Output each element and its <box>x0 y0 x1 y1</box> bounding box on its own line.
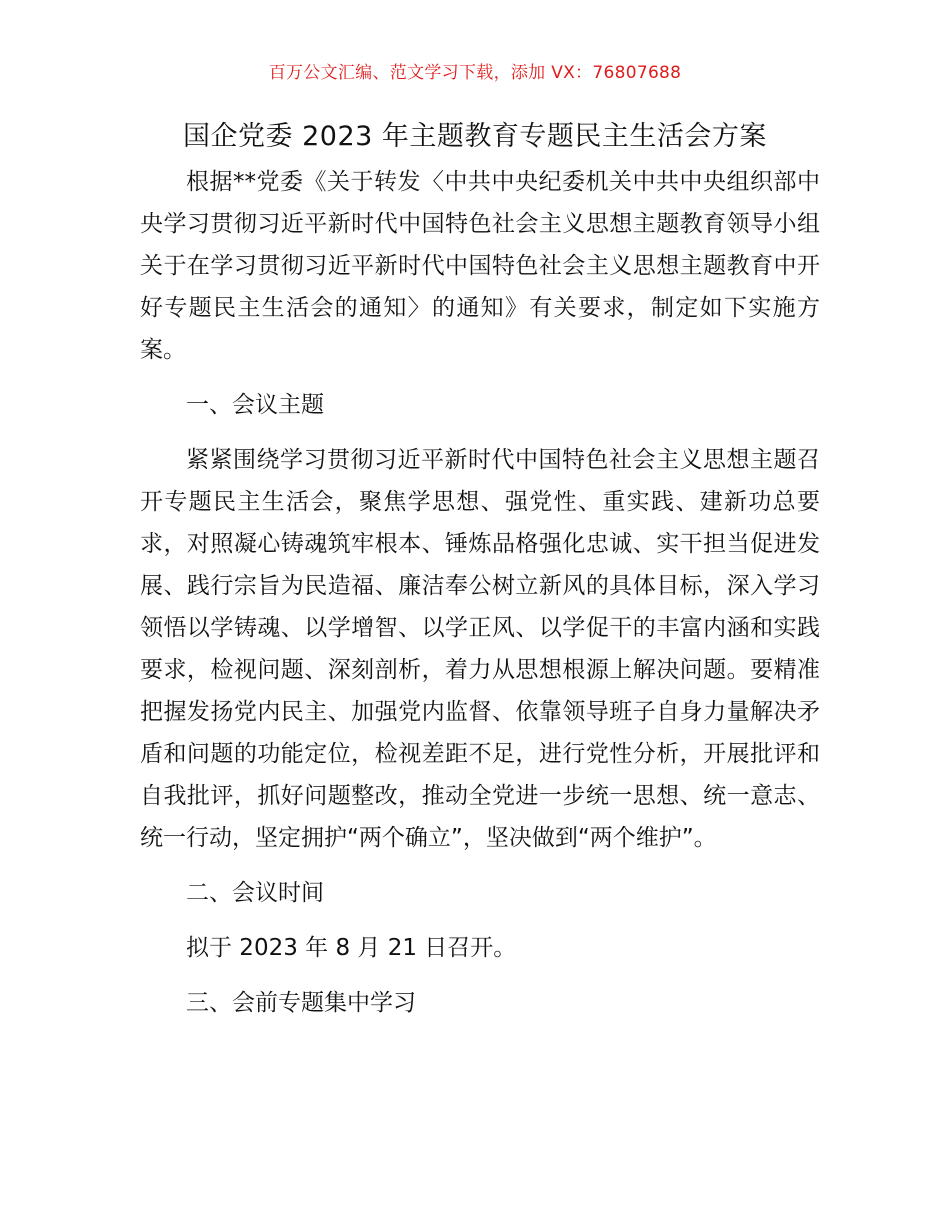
meeting-time-paragraph: 拟于 2023 年 8 月 21 日召开。 <box>186 935 517 961</box>
document-body <box>140 148 820 1024</box>
meeting-theme-paragraph: 紧紧围绕学习贯彻习近平新时代中国特色社会主义思想主题召开专题民主生活会，聚焦学思想、强党性、重实践、建新功总要求，对照凝心铸魂筑牢根本、锤炼品格强化忠诚、实干担当促进发展、践行宗旨为民造福、廉洁奉公树立新风的具体目标，深入学习领悟以学铸魂、以学增智、以学正风、以学促干的丰富内涵和实践要求，检视问题、深刻剖析，着力从思想根源上解决问题。要精准把握发扬党内民主、加强党内监督、依靠领导班子自身力量解决矛盾和问题的功能定位，检视差距不足，进行党性分析，开展批评和自我批评，抓好问题整改，推动全党进一步统一思想、统一意志、统一行动，坚定拥护“两个确立”，坚决做到“两个维护”。 <box>140 447 820 851</box>
intro-paragraph: 根据**党委《关于转发〈中共中央纪委机关中共中央组织部中央学习贯彻习近平新时代中国特色社会主义思想主题教育领导小组关于在学习贯彻习近平新时代中国特色社会主义思想主题教育中开好专题民主生活会的通知〉的通知》有关要求，制定如下实施方案。 <box>140 169 820 363</box>
section-heading-pre-meeting-study: 三、会前专题集中学习 <box>186 990 416 1016</box>
section-heading-meeting-time: 二、会议时间 <box>186 880 324 906</box>
header-watermark-note: 百万公文汇编、范文学习下载，添加 VX：76807688 <box>268 63 682 83</box>
document-title: 国企党委 2023 年主题教育专题民主生活会方案 <box>183 121 767 152</box>
section-heading-meeting-theme: 一、会议主题 <box>186 392 324 418</box>
